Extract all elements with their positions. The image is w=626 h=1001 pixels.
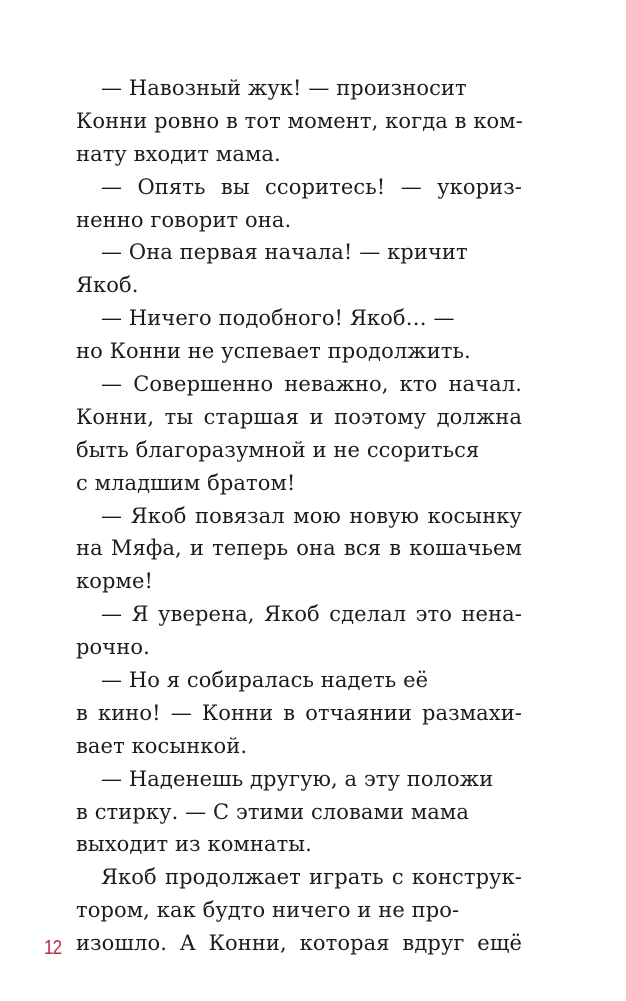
- text-line: Якоб продолжает играть с конструк-: [101, 865, 522, 890]
- text-line: — Наденешь другую, а эту положи: [101, 766, 494, 791]
- text-line: — Я уверена, Якоб сделал это нена-: [101, 602, 522, 627]
- text-line: рочно.: [76, 635, 150, 660]
- text-line: — Она первая начала! — кричит: [101, 240, 468, 265]
- body-text: [76, 72, 522, 960]
- text-line: Конни, ты старшая и поэтому должна: [76, 404, 522, 429]
- text-line: ненно говорит она.: [76, 207, 292, 232]
- text-line: изошло. А Конни, которая вдруг ещё: [76, 931, 522, 956]
- text-line: нату входит мама.: [76, 141, 281, 166]
- page-number: 12: [44, 937, 62, 959]
- text-line: с младшим братом!: [76, 470, 296, 495]
- text-line: Якоб.: [76, 273, 139, 298]
- text-line: на Мяфа, и теперь она вся в кошачьем: [76, 536, 522, 561]
- text-line: Конни ровно в тот момент, когда в ком-: [76, 108, 523, 133]
- text-line: вает косынкой.: [76, 733, 248, 758]
- text-line: корме!: [76, 569, 154, 594]
- text-line: в стирку. — С этими словами мама: [76, 799, 469, 824]
- text-line: тором, как будто ничего и не про-: [76, 898, 460, 923]
- text-line: — Якоб повязал мою новую косынку: [101, 503, 522, 528]
- text-line: — Ничего подобного! Якоб… —: [101, 306, 455, 331]
- text-line: — Но я собиралась надеть её: [101, 668, 429, 693]
- text-line: — Совершенно неважно, кто начал.: [101, 372, 522, 397]
- text-line: — Навозный жук! — произносит: [101, 76, 467, 100]
- text-line: но Конни не успевает продолжить.: [76, 339, 471, 364]
- text-line: выходит из комнаты.: [76, 832, 312, 857]
- text-line: быть благоразумной и не ссориться: [76, 437, 480, 462]
- text-line: — Опять вы ссоритесь! — укориз-: [101, 174, 522, 199]
- text-line: в кино! — Конни в отчаянии размахи-: [76, 700, 522, 725]
